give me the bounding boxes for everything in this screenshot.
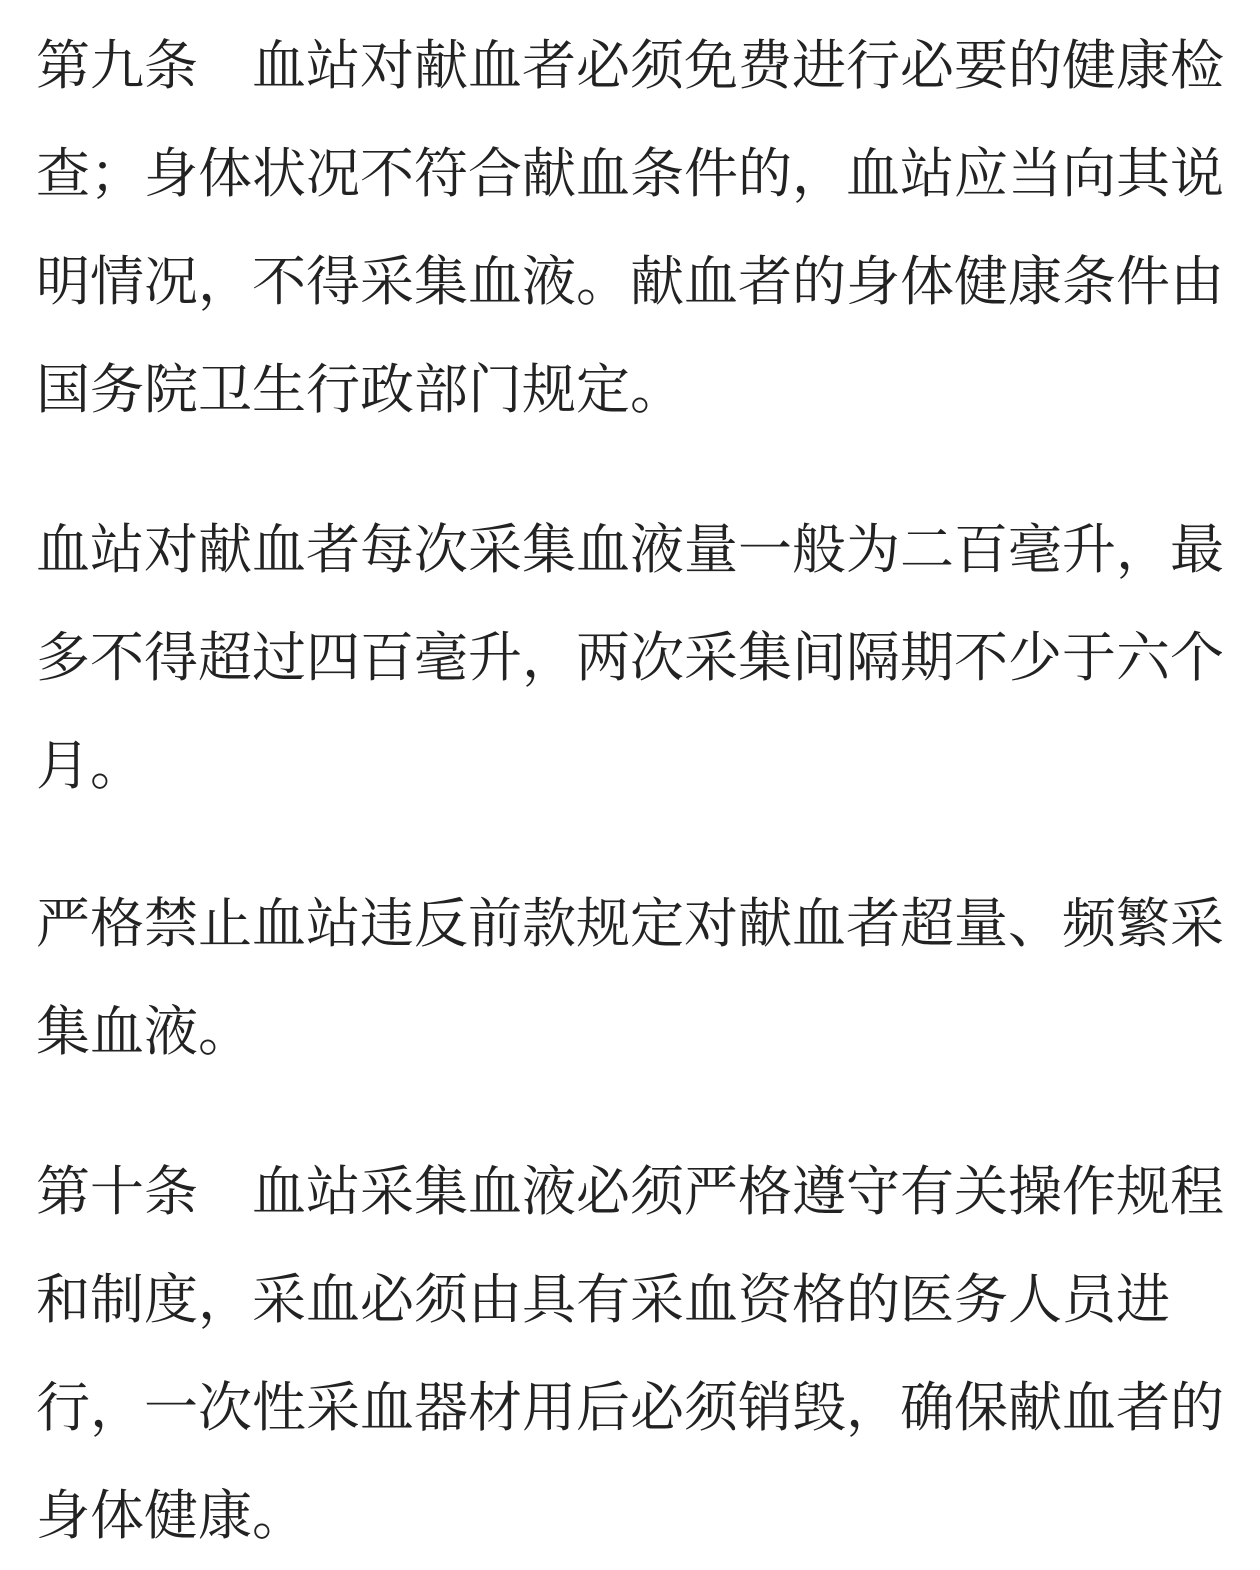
prohibition-paragraph [36,870,1226,1086]
article-9-paragraph [36,12,1226,444]
article-10-paragraph [36,1138,1226,1570]
blood-volume-paragraph [36,496,1226,820]
text-line: 明情况，不得采集血液。献血者的身体健康条件由 [36,250,1224,313]
text-line: 行，一次性采血器材用后必须销毁，确保献血者的 [36,1376,1224,1439]
text-line: 第十条 血站采集血液必须严格遵守有关操作规程 [36,1160,1224,1223]
text-line: 月。 [36,734,144,797]
text-line: 查；身体状况不符合献血条件的，血站应当向其说 [36,142,1224,205]
text-line: 严格禁止血站违反前款规定对献血者超量、频繁采 [36,892,1224,955]
text-line: 血站对献血者每次采集血液量一般为二百毫升，最 [36,518,1224,581]
text-line: 和制度，采血必须由具有采血资格的医务人员进 [36,1268,1170,1331]
text-line: 集血液。 [36,1000,252,1063]
text-line: 多不得超过四百毫升，两次采集间隔期不少于六个 [36,626,1224,689]
text-line: 第九条 血站对献血者必须免费进行必要的健康检 [36,34,1224,97]
text-line: 国务院卫生行政部门规定。 [36,358,684,421]
text-line: 身体健康。 [36,1484,306,1547]
